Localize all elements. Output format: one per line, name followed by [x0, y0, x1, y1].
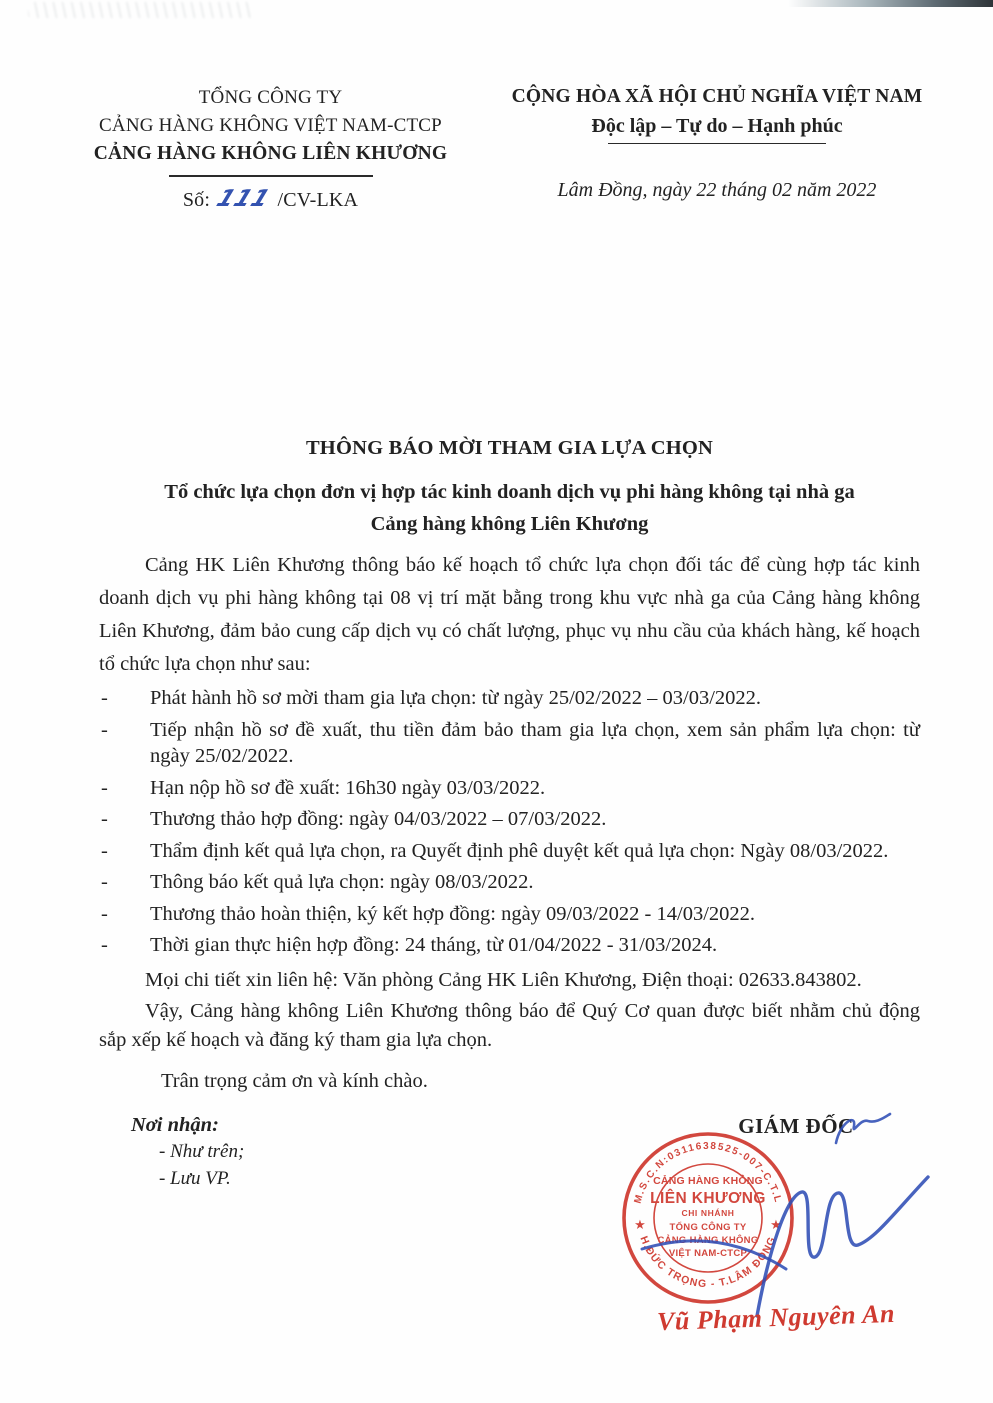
contact-paragraph: Mọi chi tiết xin liên hệ: Văn phòng Cảng HK Liên Khương, Điện thoại: 02633.843802. — [145, 968, 862, 991]
document-number-handwritten: 111 — [213, 186, 275, 212]
list-item-text: Hạn nộp hồ sơ đề xuất: 16h30 ngày 03/03/2022. — [150, 776, 546, 799]
signer-title: GIÁM ĐỐC — [738, 1114, 854, 1138]
signature-flourish — [836, 1114, 890, 1143]
recipients-label: Nơi nhận: — [131, 1114, 219, 1136]
plan-schedule-list — [99, 685, 920, 959]
signature-loops — [757, 1177, 928, 1316]
document-title: THÔNG BÁO MỜI THAM GIA LỰA CHỌN — [305, 437, 714, 459]
stamp-center-line6: VIỆT NAM-CTCP — [668, 1248, 748, 1259]
issuer-parent-line1: TỔNG CÔNG TY — [198, 87, 343, 108]
list-item — [99, 901, 920, 928]
list-item-text: Thông báo kết quả lựa chọn: ngày 08/03/2022. — [150, 871, 534, 893]
list-dash-marker: - — [101, 934, 108, 956]
stamp-star-left-icon: ★ — [634, 1217, 646, 1232]
signature-ink — [600, 1095, 960, 1335]
republic-header — [488, 84, 946, 202]
issuer-divider — [169, 175, 373, 177]
republic-line2: Độc lập – Tự do – Hạnh phúc — [591, 115, 843, 137]
document-number-suffix: /CV-LKA — [277, 189, 359, 211]
stamp-ring-top-text: M.S.C.N:0311638525-007-C.T.L — [632, 1140, 784, 1205]
list-dash-marker: - — [101, 902, 108, 925]
document-subtitle-line2: Cảng hàng không Liên Khương — [370, 513, 649, 535]
stamp-center-line3: CHI NHÁNH — [681, 1208, 735, 1218]
signature-cross-stroke — [642, 1241, 786, 1269]
list-dash-marker: - — [101, 687, 108, 709]
list-item — [99, 838, 920, 865]
list-dash-marker: - — [101, 776, 108, 799]
list-item — [99, 806, 920, 833]
list-dash-marker: - — [101, 808, 108, 830]
list-item-text: Thời gian thực hiện hợp đồng: 24 tháng, từ 01/04/2022 - 31/03/2024. — [150, 934, 718, 956]
stamp-center-line4: TỔNG CÔNG TY — [669, 1222, 747, 1233]
list-item — [99, 685, 920, 712]
stamp-ring-bottom-text: H.ĐỨC TRỌNG - T.LÂM ĐỒNG — [637, 1234, 779, 1291]
document-subtitle-line1: Tổ chức lựa chọn đơn vị hợp tác kinh doanh dịch vụ phi hàng không tại nhà ga — [164, 481, 855, 503]
thanks-paragraph: Trân trọng cảm ơn và kính chào. — [161, 1069, 428, 1092]
document-number-line — [58, 185, 483, 214]
signer-name: Vũ Phạm Nguyên An — [656, 1298, 896, 1337]
closing-paragraph: Vậy, Cảng hàng không Liên Khương thông báo để Quý Cơ quan được biết nhằm chủ động sắp xếp kế hoạch và đăng ký tham gia lựa chọn. — [99, 999, 920, 1051]
stamp-star-right-icon: ★ — [770, 1217, 782, 1232]
recipient-item: - Lưu VP. — [159, 1168, 231, 1189]
document-subtitle — [99, 476, 920, 540]
place-date: Lâm Đồng, ngày 22 tháng 02 năm 2022 — [557, 179, 877, 201]
republic-line1: CỘNG HÒA XÃ HỘI CHỦ NGHĨA VIỆT NAM — [511, 86, 923, 107]
list-dash-marker: - — [101, 718, 108, 741]
list-item — [99, 869, 920, 896]
recipients-block — [131, 1112, 244, 1192]
document-number-label: Số: — [182, 189, 211, 211]
issuer-parent-line2: CẢNG HÀNG KHÔNG VIỆT NAM-CTCP — [99, 115, 442, 136]
stamp-center-line5: CẢNG HÀNG KHÔNG — [657, 1235, 759, 1246]
intro-paragraph: Cảng HK Liên Khương thông báo kế hoạch tổ chức lựa chọn đối tác để cùng hợp tác kinh doanh dịch vụ phi hàng không tại 08 vị trí mặt bằng trong khu vực nhà ga của Cảng hàng không Liên Khương, đảm bảo cung cấp dịch vụ có chất lượng, phục vụ nhu cầu của khách hàng, kế hoạch tổ chức lựa chọn như sau: — [99, 554, 920, 675]
list-dash-marker: - — [101, 839, 108, 862]
list-item-text: Tiếp nhận hồ sơ đề xuất, thu tiền đảm bảo tham gia lựa chọn, xem sản phẩm lựa chọn: từ ngày 25/02/2022. — [150, 718, 920, 767]
stamp-center-line2: LIÊN KHƯƠNG — [650, 1190, 766, 1207]
list-dash-marker: - — [101, 871, 108, 893]
list-item — [99, 775, 920, 802]
scan-edge-artifact — [788, 0, 993, 7]
list-item-text: Phát hành hồ sơ mời tham gia lựa chọn: từ ngày 25/02/2022 – 03/03/2022. — [150, 687, 762, 709]
list-item-text: Thẩm định kết quả lựa chọn, ra Quyết định phê duyệt kết quả lựa chọn: Ngày 08/03/2022. — [150, 839, 889, 862]
recipient-item: - Như trên; — [159, 1141, 245, 1162]
stamp-center-line1: CẢNG HÀNG KHÔNG — [653, 1175, 763, 1187]
list-item-text: Thương thảo hoàn thiện, ký kết hợp đồng: ngày 09/03/2022 - 14/03/2022. — [150, 902, 756, 925]
document-body — [99, 433, 920, 1096]
list-item — [99, 932, 920, 959]
list-item-text: Thương thảo hợp đồng: ngày 04/03/2022 – 07/03/2022. — [150, 808, 607, 830]
list-item — [99, 717, 920, 770]
scan-smudge-artifact — [28, 2, 253, 18]
issuer-name: CẢNG HÀNG KHÔNG LIÊN KHƯƠNG — [93, 143, 448, 164]
issuer-header — [58, 84, 483, 214]
motto-divider — [608, 143, 826, 144]
